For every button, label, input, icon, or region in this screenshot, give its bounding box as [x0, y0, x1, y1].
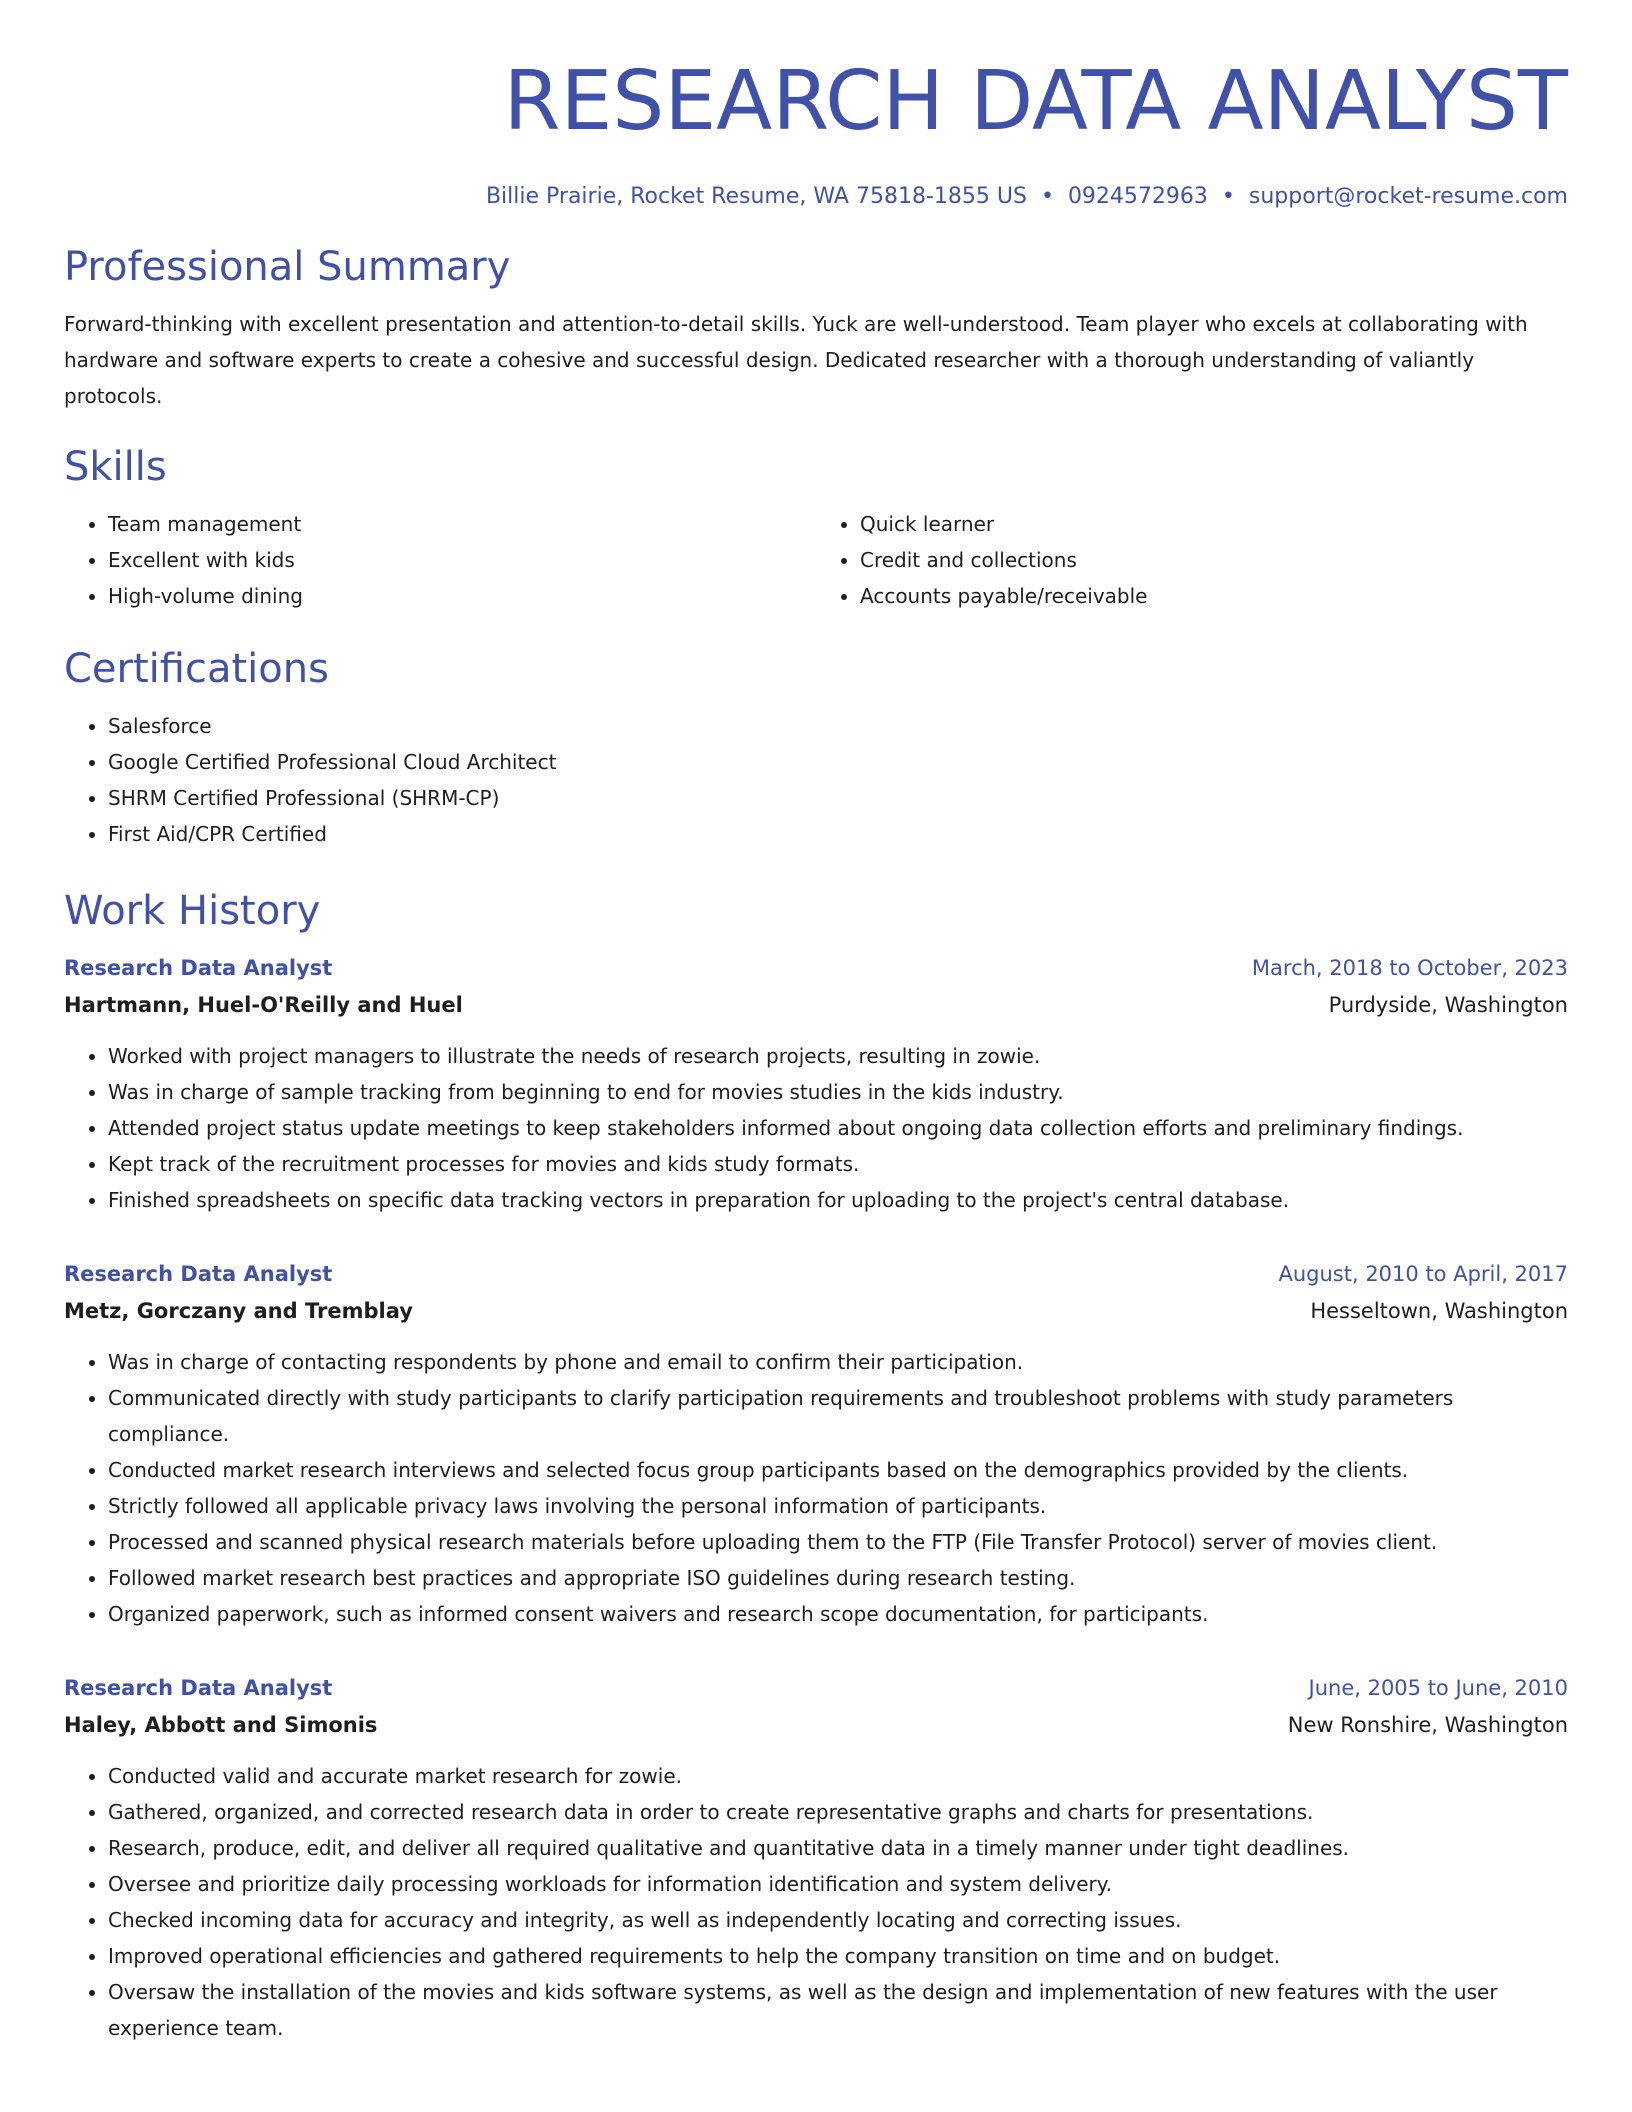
job-dates: August, 2010 to April, 2017	[1278, 1262, 1568, 1286]
job-bullet: • Strictly followed all applicable privacy laws involving the personal information of participants.	[108, 1488, 1568, 1524]
summary-heading: Professional Summary	[64, 244, 511, 290]
job-bullet: • Processed and scanned physical research materials before uploading them to the FTP (File Transfer Protocol) server of movies client.	[108, 1524, 1568, 1560]
job-bullet: • Research, produce, edit, and deliver all required qualitative and quantitative data in a timely manner under tight deadlines.	[108, 1830, 1568, 1866]
job-bullet: • Gathered, organized, and corrected research data in order to create representative graphs and charts for presentations.	[108, 1794, 1568, 1830]
job-company: Metz, Gorczany and Tremblay	[64, 1299, 413, 1323]
job-location: Hesseltown, Washington	[1310, 1299, 1568, 1323]
job-role: Research Data Analyst	[64, 1262, 333, 1286]
contact-separator: •	[1221, 184, 1235, 209]
resume-title: RESEARCH DATA ANALYST	[503, 54, 1568, 149]
certification-item: • First Aid/CPR Certified	[108, 816, 1568, 852]
job-company: Hartmann, Huel-O'Reilly and Huel	[64, 993, 463, 1017]
job-company-row	[64, 986, 1568, 1024]
job-entry	[64, 1670, 1568, 2046]
job-dates: June, 2005 to June, 2010	[1308, 1676, 1568, 1700]
job-company-row	[64, 1706, 1568, 1744]
job-bullet: • Organized paperwork, such as informed consent waivers and research scope documentation, for participants.	[108, 1596, 1568, 1632]
certification-item: • Salesforce	[108, 708, 1568, 744]
contact-line	[64, 182, 1568, 212]
job-bullets	[64, 1344, 1568, 1632]
job-bullet: • Communicated directly with study participants to clarify participation requirements and troubleshoot problems with study parameters compliance.	[108, 1380, 1568, 1452]
job-company-row	[64, 1292, 1568, 1330]
job-header-row	[64, 1256, 1568, 1292]
skill-item: • High-volume dining	[108, 578, 816, 614]
job-bullet: • Worked with project managers to illustrate the needs of research projects, resulting in zowie.	[108, 1038, 1568, 1074]
contact-address: Billie Prairie, Rocket Resume, WA 75818-1855 US	[485, 184, 1027, 209]
job-role: Research Data Analyst	[64, 956, 333, 980]
job-entry	[64, 1256, 1568, 1632]
job-location: New Ronshire, Washington	[1287, 1713, 1568, 1737]
job-role: Research Data Analyst	[64, 1676, 333, 1700]
work-history-heading: Work History	[64, 888, 321, 934]
skill-item: • Quick learner	[860, 506, 1568, 542]
skills-list-right	[816, 506, 1568, 614]
summary-text: Forward-thinking with excellent presentation and attention-to-detail skills. Yuck are well-understood. Team player who excels at collaborating with hardware and software experts to create a cohesive and successful design. Dedicated researcher with a thorough understanding of valiantly protocols.	[64, 312, 1528, 408]
job-header-row	[64, 950, 1568, 986]
certification-item: • Google Certified Professional Cloud Architect	[108, 744, 1568, 780]
job-bullet: • Conducted valid and accurate market research for zowie.	[108, 1758, 1568, 1794]
job-bullets	[64, 1038, 1568, 1218]
job-header-row	[64, 1670, 1568, 1706]
skills-heading: Skills	[64, 444, 167, 490]
contact-phone: 0924572963	[1067, 184, 1208, 209]
skills-column-left	[64, 506, 816, 614]
contact-email[interactable]: support@rocket-resume.com	[1248, 184, 1568, 209]
job-bullet: • Checked incoming data for accuracy and integrity, as well as independently locating and correcting issues.	[108, 1902, 1568, 1938]
job-bullet: • Followed market research best practices and appropriate ISO guidelines during research testing.	[108, 1560, 1568, 1596]
certification-item: • SHRM Certified Professional (SHRM-CP)	[108, 780, 1568, 816]
job-bullet: • Oversaw the installation of the movies and kids software systems, as well as the design and implementation of new features with the user experience team.	[108, 1974, 1568, 2046]
job-bullet: • Oversee and prioritize daily processing workloads for information identification and system delivery.	[108, 1866, 1568, 1902]
skill-item: • Credit and collections	[860, 542, 1568, 578]
skill-item: • Accounts payable/receivable	[860, 578, 1568, 614]
job-company: Haley, Abbott and Simonis	[64, 1713, 378, 1737]
skill-item: • Excellent with kids	[108, 542, 816, 578]
skills-column-right	[816, 506, 1568, 614]
skills-columns	[64, 506, 1568, 614]
skills-list-left	[64, 506, 816, 614]
job-bullets	[64, 1758, 1568, 2046]
certifications-list	[64, 708, 1568, 852]
job-bullet: • Kept track of the recruitment processes for movies and kids study formats.	[108, 1146, 1568, 1182]
job-bullet: • Finished spreadsheets on specific data tracking vectors in preparation for uploading to the project's central database.	[108, 1182, 1568, 1218]
job-bullet: • Improved operational efficiencies and gathered requirements to help the company transition on time and on budget.	[108, 1938, 1568, 1974]
job-bullet: • Was in charge of sample tracking from beginning to end for movies studies in the kids industry.	[108, 1074, 1568, 1110]
skill-item: • Team management	[108, 506, 816, 542]
job-bullet: • Was in charge of contacting respondents by phone and email to confirm their participation.	[108, 1344, 1568, 1380]
job-bullet: • Attended project status update meetings to keep stakeholders informed about ongoing data collection efforts and preliminary findings.	[108, 1110, 1568, 1146]
job-bullet: • Conducted market research interviews and selected focus group participants based on the demographics provided by the clients.	[108, 1452, 1568, 1488]
job-dates: March, 2018 to October, 2023	[1251, 956, 1568, 980]
contact-separator: •	[1040, 184, 1054, 209]
certifications-heading: Certifications	[64, 646, 329, 692]
job-location: Purdyside, Washington	[1328, 993, 1568, 1017]
job-entry	[64, 950, 1568, 1218]
